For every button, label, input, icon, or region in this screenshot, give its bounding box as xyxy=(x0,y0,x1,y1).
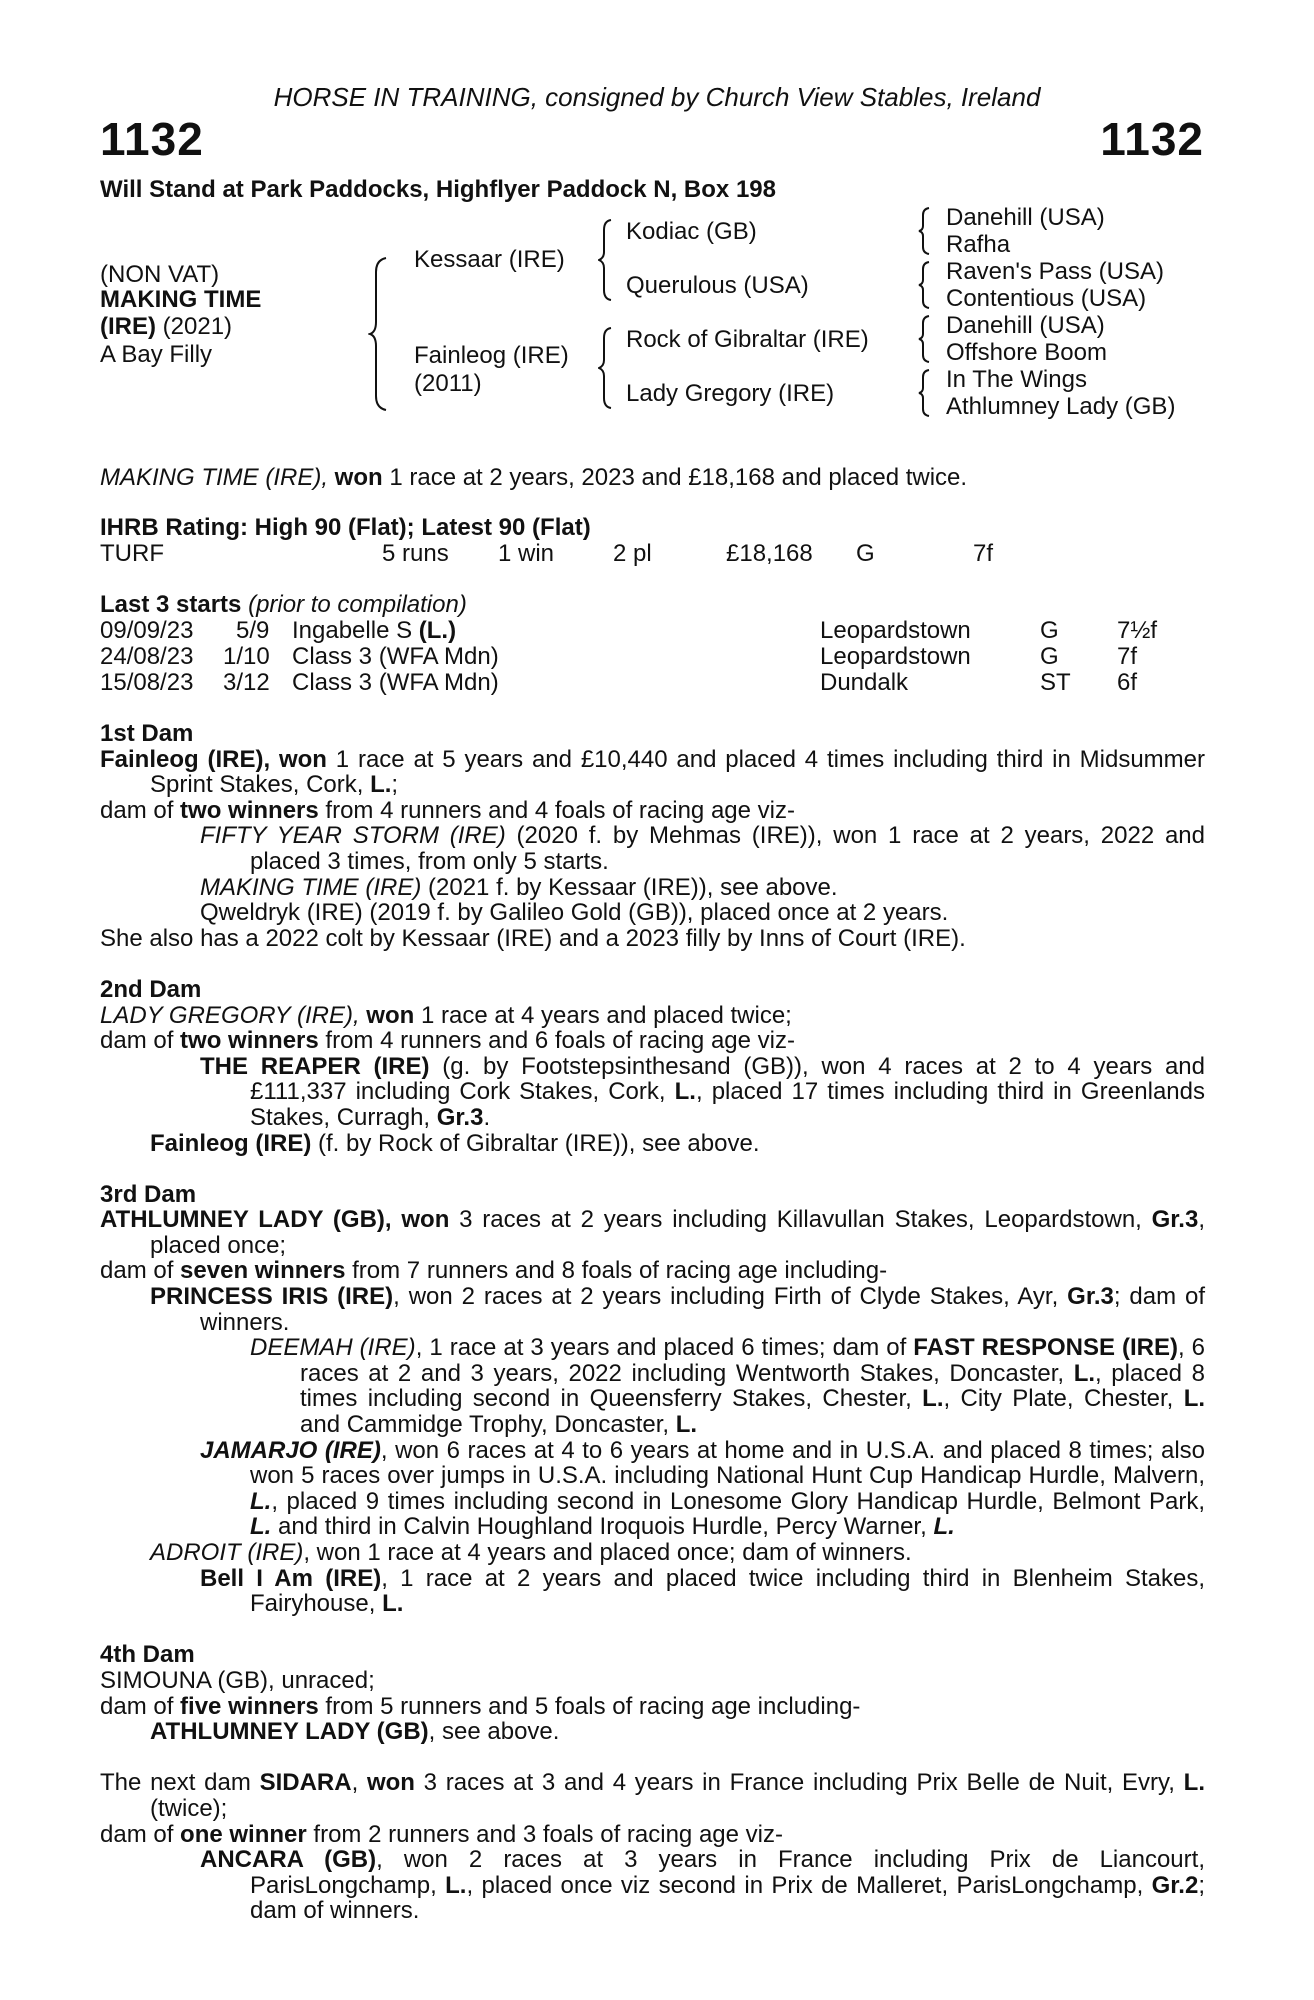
start-race-name: Ingabelle S xyxy=(292,617,413,644)
g3-sdd: Contentious (USA) xyxy=(946,285,1147,312)
dam-sire: Rock of Gibraltar (IRE) xyxy=(626,326,869,353)
dam4-offspring xyxy=(100,1719,1205,1745)
horse-description: A Bay Filly xyxy=(100,341,213,368)
offspring-text: , 6 races at 2 and 3 years, 2022 including Wentworth Stakes, Doncaster, xyxy=(300,1334,1206,1387)
rating-distance: 7f xyxy=(973,540,994,567)
dam1-produce-a: dam of xyxy=(100,796,181,824)
summary-rest: 1 race at 2 years, 2023 and £18,168 and placed twice. xyxy=(382,464,968,491)
sire-dam-brace xyxy=(368,256,390,412)
lot-number-right: 1132 xyxy=(1100,113,1204,165)
dam4-produce-winners: five winners xyxy=(180,1692,319,1720)
offspring-end: . xyxy=(483,1103,491,1131)
offspring-grade: L. xyxy=(1183,1385,1206,1413)
stand-location: Will Stand at Park Paddocks, Highflyer Paddock N, Box 198 xyxy=(100,176,776,203)
next-produce-winners: one winner xyxy=(180,1820,307,1848)
start-distance: 6f xyxy=(1117,669,1138,696)
horse-year: (2021) xyxy=(156,313,233,340)
dam3-title: 3rd Dam xyxy=(100,1180,197,1208)
start-going: ST xyxy=(1040,669,1071,696)
dam2-won: won xyxy=(366,1001,415,1029)
dam1-text: 1 race at 5 years and £10,440 and placed 4 times including third in Midsummer Sprint Stakes, Cork, xyxy=(150,745,1206,799)
offspring-end: ; dam of winners. xyxy=(200,1283,1205,1336)
dam1-offspring xyxy=(100,823,1205,874)
page-header: HORSE IN TRAINING, consigned by Church View Stables, Ireland xyxy=(273,82,1041,112)
dam-dam: Lady Gregory (IRE) xyxy=(626,380,835,407)
horse-country: (IRE) xyxy=(100,313,156,340)
g3-ddd: Athlumney Lady (GB) xyxy=(946,393,1176,420)
dam3-name: ATHLUMNEY LADY (GB), won xyxy=(100,1206,450,1234)
summary-won: won xyxy=(334,464,383,491)
sire: Kessaar (IRE) xyxy=(414,246,565,273)
start-date: 15/08/23 xyxy=(100,669,194,696)
rating-placed: 2 pl xyxy=(613,540,652,567)
offspring-text: , 1 race at 2 years and placed twice including third in Blenheim Stakes, Fairyhouse, xyxy=(250,1564,1205,1618)
dam3-grade: Gr.3 xyxy=(1151,1206,1199,1234)
start-date: 09/09/23 xyxy=(100,617,194,644)
dam3-produce xyxy=(100,1258,1205,1284)
next-produce-a: dam of xyxy=(100,1820,181,1848)
start-going: G xyxy=(1040,617,1059,644)
offspring-end: ; dam of winners. xyxy=(250,1871,1205,1925)
dam4-record: SIMOUNA (GB), unraced; xyxy=(100,1666,375,1694)
vat-status: (NON VAT) xyxy=(100,261,220,288)
horse-name-line2 xyxy=(100,313,232,341)
horse-name: MAKING TIME xyxy=(100,286,262,313)
g3-dsd: Offshore Boom xyxy=(946,339,1107,366)
next-dam-record xyxy=(100,1770,1205,1821)
dam: Fainleog (IRE) xyxy=(414,342,569,369)
dam2-name: LADY GREGORY (IRE), xyxy=(100,1001,360,1029)
dam2-offspring xyxy=(100,1054,1205,1131)
next-dam-sep: , xyxy=(351,1769,367,1797)
start-course: Dundalk xyxy=(820,669,909,696)
dam4-produce-c: from 5 runners and 5 foals of racing age including- xyxy=(318,1692,861,1720)
offspring-name: ATHLUMNEY LADY (GB) xyxy=(150,1718,429,1746)
g3-sss: Danehill (USA) xyxy=(946,204,1105,231)
brace-g3-3 xyxy=(918,314,932,364)
dam1-record xyxy=(100,747,1205,798)
offspring-name: Bell I Am (IRE) xyxy=(200,1564,382,1592)
g3-sds: Raven's Pass (USA) xyxy=(946,258,1164,285)
offspring-text: , won 2 races at 2 years including Firth of Clyde Stakes, Ayr, xyxy=(393,1283,1068,1311)
race-summary xyxy=(100,464,967,492)
next-dam-won: won xyxy=(366,1769,415,1797)
offspring-grade: Gr.3 xyxy=(436,1103,484,1131)
rating-runs: 5 runs xyxy=(382,540,449,567)
dam3-produce-winners: seven winners xyxy=(180,1257,346,1285)
offspring-text: , placed 17 times including third in Greenlands Stakes, Curragh, xyxy=(250,1078,1206,1131)
dam3-grand-offspring xyxy=(100,1335,1205,1437)
g3-ssd: Rafha xyxy=(946,231,1011,258)
offspring-text: (g. by Footstepsinthesand (GB)), won 4 races at 2 to 4 years and £111,337 including Cork Stakes, Cork, xyxy=(250,1052,1205,1106)
start-distance: 7½f xyxy=(1117,617,1158,644)
offspring-name: THE REAPER (IRE) xyxy=(200,1052,430,1080)
sire-sire: Kodiac (GB) xyxy=(626,218,757,245)
dam4-produce-a: dam of xyxy=(100,1692,181,1720)
offspring-name: MAKING TIME (IRE) xyxy=(200,873,422,901)
offspring-grade: Gr.3 xyxy=(1067,1283,1114,1311)
last-starts-heading: Last 3 starts xyxy=(100,591,242,618)
next-produce-c: from 2 runners and 3 foals of racing age viz- xyxy=(306,1820,783,1848)
offspring-text: , placed 8 times including second in Queensferry Stakes, Chester, xyxy=(300,1359,1205,1413)
dam3-offspring xyxy=(100,1284,1205,1335)
start-date: 24/08/23 xyxy=(100,643,194,670)
offspring-grade: L. xyxy=(674,1078,696,1106)
start-race xyxy=(292,617,456,645)
last-starts-note: (prior to compilation) xyxy=(248,591,467,618)
dam1-offspring: Qweldryk (IRE) (2019 f. by Galileo Gold (GB)), placed once at 2 years. xyxy=(200,899,949,927)
start-position: 3/12 xyxy=(223,669,270,696)
dam1-offspring xyxy=(100,875,1205,901)
offspring-text: (f. by Rock of Gibraltar (IRE)), see above. xyxy=(311,1129,760,1157)
dam4-produce xyxy=(100,1694,1205,1720)
offspring-grade: L. xyxy=(675,1411,698,1439)
offspring-name: ADROIT (IRE) xyxy=(150,1539,304,1566)
dam2-title: 2nd Dam xyxy=(100,975,202,1003)
lot-number-left: 1132 xyxy=(100,113,204,165)
start-race-grade: (L.) xyxy=(418,617,457,644)
dam3-offspring xyxy=(100,1540,1205,1566)
offspring-text: and Cammidge Trophy, Doncaster, xyxy=(300,1411,676,1439)
rating-title: IHRB Rating: High 90 (Flat); Latest 90 (Flat) xyxy=(100,514,591,541)
g3-dds: In The Wings xyxy=(946,366,1087,393)
dam3-offspring xyxy=(100,1438,1205,1540)
dam2-produce-a: dam of xyxy=(100,1027,181,1055)
dam3-text: 3 races at 2 years including Killavullan Stakes, Leopardstown, xyxy=(449,1206,1152,1234)
start-position: 1/10 xyxy=(223,643,270,670)
dam1-end: ; xyxy=(391,771,399,799)
offspring-name: Fainleog (IRE) xyxy=(150,1129,312,1157)
start-race: Class 3 (WFA Mdn) xyxy=(292,669,499,696)
start-distance: 7f xyxy=(1117,643,1138,670)
next-dam-end: (twice); xyxy=(150,1794,228,1822)
dam2-record xyxy=(100,1003,1205,1029)
offspring-text: , won 2 races at 3 years in France including Prix de Liancourt, ParisLongchamp, xyxy=(250,1846,1205,1899)
summary-horse: MAKING TIME (IRE), xyxy=(100,464,328,491)
offspring-text: (2021 f. by Kessaar (IRE)), see above. xyxy=(421,873,838,901)
brace-g3-2 xyxy=(918,260,932,310)
start-course: Leopardstown xyxy=(820,617,971,644)
dam1-grade: L. xyxy=(370,771,392,799)
offspring-text: and third in Calvin Houghland Iroquois Hurdle, Percy Warner, xyxy=(271,1513,934,1541)
offspring-name: FIFTY YEAR STORM (IRE) xyxy=(200,822,506,850)
offspring-text: , won 6 races at 4 to 6 years at home and in U.S.A. and placed 8 times; also won 5 races over jumps in U.S.A. including National Hunt Cup Handicap Hurdle, Malvern, xyxy=(250,1436,1205,1490)
rating-wins: 1 win xyxy=(498,540,555,567)
offspring-name: FAST RESPONSE (IRE) xyxy=(913,1334,1178,1362)
rating-surface: TURF xyxy=(100,540,164,567)
brace-g3-4 xyxy=(918,368,932,418)
next-dam-grade: L. xyxy=(1183,1769,1205,1797)
offspring-name: JAMARJO (IRE) xyxy=(200,1436,381,1464)
dam-year: (2011) xyxy=(414,370,482,397)
dam1-produce-c: from 4 runners and 4 foals of racing age viz- xyxy=(318,796,795,824)
offspring-grade: L. xyxy=(1073,1359,1096,1387)
dam3-produce-a: dam of xyxy=(100,1257,181,1285)
offspring-name: PRINCESS IRIS (IRE) xyxy=(150,1283,394,1311)
dam4-title: 4th Dam xyxy=(100,1641,195,1669)
start-race: Class 3 (WFA Mdn) xyxy=(292,643,499,670)
next-dam-text: 3 races at 3 and 4 years in France including Prix Belle de Nuit, Evry, xyxy=(414,1769,1184,1797)
offspring-grade: L. xyxy=(382,1590,404,1618)
offspring-name: DEEMAH (IRE) xyxy=(250,1334,416,1362)
next-dam-offspring xyxy=(100,1847,1205,1924)
dam2-produce-c: from 4 runners and 6 foals of racing age viz- xyxy=(318,1027,795,1055)
offspring-text: , City Plate, Chester, xyxy=(943,1385,1184,1413)
g3-dss: Danehill (USA) xyxy=(946,312,1105,339)
next-dam-name: SIDARA xyxy=(259,1769,352,1797)
dam2-offspring xyxy=(100,1131,1205,1157)
offspring-grade: L. xyxy=(250,1487,272,1515)
offspring-text: (2020 f. by Mehmas (IRE)), won 1 race at 2 years, 2022 and placed 3 times, from only 5 starts. xyxy=(250,822,1205,875)
brace-g3-1 xyxy=(918,206,932,256)
offspring-grade: L. xyxy=(922,1385,944,1413)
offspring-text: , see above. xyxy=(428,1718,560,1746)
dam1-produce-winners: two winners xyxy=(180,796,319,824)
dam3-grand-offspring xyxy=(100,1566,1205,1617)
offspring-grade: L. xyxy=(250,1513,272,1541)
offspring-grade: L. xyxy=(445,1871,467,1899)
start-going: G xyxy=(1040,643,1059,670)
last-starts-title xyxy=(100,591,467,619)
next-dam-produce xyxy=(100,1822,1205,1848)
dam2-text: 1 race at 4 years and placed twice; xyxy=(414,1001,792,1029)
rating-prize: £18,168 xyxy=(726,540,813,567)
offspring-name: ANCARA (GB) xyxy=(200,1846,377,1874)
dam2-produce xyxy=(100,1028,1205,1054)
dam1-name: Fainleog (IRE), won xyxy=(100,745,327,773)
offspring-text: , placed once viz second in Prix de Malleret, ParisLongchamp, xyxy=(466,1871,1152,1899)
sire-brace xyxy=(598,218,614,302)
rating-going: G xyxy=(856,540,875,567)
dam-brace xyxy=(598,326,614,410)
dam1-produce xyxy=(100,798,1205,824)
offspring-text: , won 1 race at 4 years and placed once; dam of winners. xyxy=(303,1539,912,1566)
dam3-end: , placed once; xyxy=(150,1206,1205,1259)
dam1-title: 1st Dam xyxy=(100,720,194,747)
offspring-grade: Gr.2 xyxy=(1151,1871,1199,1899)
offspring-text: , placed 9 times including second in Lonesome Glory Handicap Hurdle, Belmont Park, xyxy=(271,1487,1205,1515)
start-course: Leopardstown xyxy=(820,643,971,670)
next-dam-intro: The next dam xyxy=(100,1769,260,1797)
offspring-grade: L. xyxy=(933,1513,955,1541)
dam3-record xyxy=(100,1207,1205,1258)
sire-dam: Querulous (USA) xyxy=(626,272,809,299)
dams-section xyxy=(100,721,1205,1924)
dam1-also: She also has a 2022 colt by Kessaar (IRE) and a 2023 filly by Inns of Court (IRE). xyxy=(100,924,966,952)
dam2-produce-winners: two winners xyxy=(180,1027,319,1055)
dam3-produce-c: from 7 runners and 8 foals of racing age including- xyxy=(345,1257,888,1285)
start-position: 5/9 xyxy=(236,617,270,644)
offspring-text: , 1 race at 3 years and placed 6 times; dam of xyxy=(415,1334,914,1362)
